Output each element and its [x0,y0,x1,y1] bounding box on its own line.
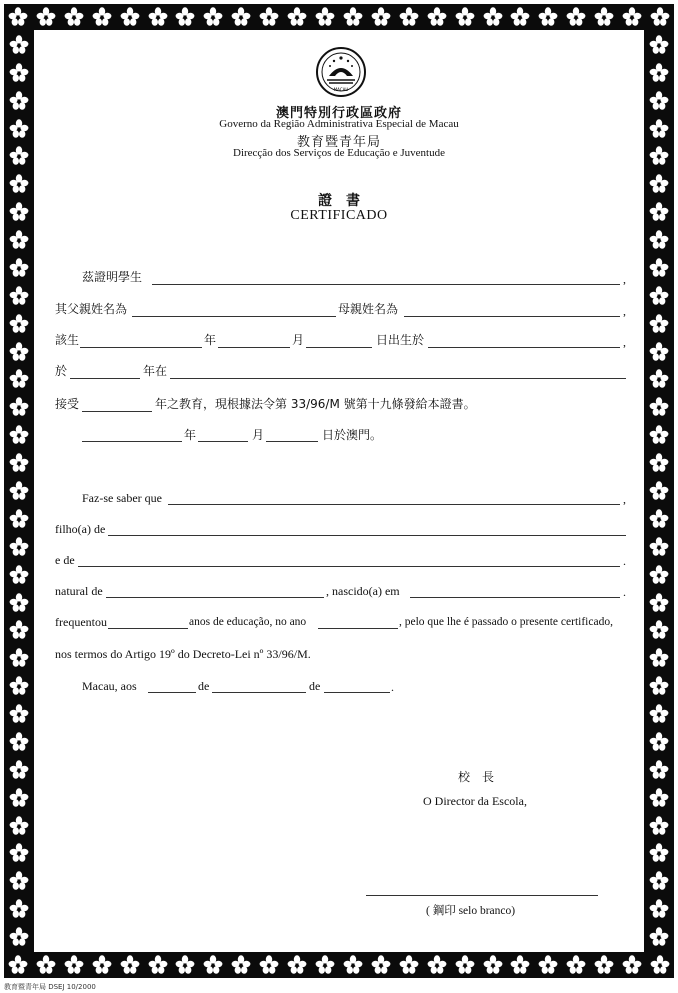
border-flower-icon [649,397,669,417]
zh-issue-month-label: 月 [252,428,265,442]
border-flower-icon [649,537,669,557]
zh-father-name-field[interactable] [132,316,336,317]
pt-de-label-2: de [309,679,321,693]
zh-issue-day-field[interactable] [266,441,318,442]
pt-e-de-label: e de [55,553,75,567]
border-flower-icon [9,704,29,724]
border-flower-icon [8,955,28,975]
border-flower-icon [649,620,669,640]
border-flower-icon [538,955,558,975]
border-flower-icon [399,955,419,975]
zh-mother-label: 母親姓名為 [338,302,399,316]
border-flower-icon [9,788,29,808]
border-flower-icon [343,955,363,975]
border-flower-icon [120,955,140,975]
zh-years-field[interactable] [82,411,152,412]
zh-birth-day-field[interactable] [306,347,372,348]
border-flower-icon [9,648,29,668]
border-flower-icon [203,955,223,975]
pt-macau-aos-label: Macau, aos [82,679,137,693]
border-flower-icon [427,955,447,975]
zh-student-label-2: 該生 [55,333,80,347]
pt-certificado-text: , pelo que lhe é passado o presente certificado, [399,616,613,628]
macau-emblem-icon [315,46,367,98]
border-flower-icon [650,7,670,27]
border-flower-icon [371,7,391,27]
border-flower-icon [649,314,669,334]
border-flower-icon [649,899,669,919]
border-flower-icon [649,648,669,668]
zh-issue-place-label: 日於澳門。 [322,428,383,442]
zh-student-name-field[interactable] [152,284,620,285]
pt-issue-year-field[interactable] [324,692,390,693]
pt-student-name-field[interactable] [168,504,620,505]
border-flower-icon [649,63,669,83]
border-flower-icon [175,7,195,27]
border-flower-icon [9,899,29,919]
zh-in-label: 於 [55,364,68,378]
border-flower-icon [9,63,29,83]
border-flower-icon [231,955,251,975]
border-flower-icon [92,955,112,975]
pt-decreto-text: nos termos do Artigo 19º do Decreto-Lei nº 33/96/M. [55,647,311,661]
border-flower-icon [483,955,503,975]
border-flower-icon [649,286,669,306]
border-flower-icon [9,620,29,640]
border-flower-icon [9,816,29,836]
border-flower-icon [649,704,669,724]
border-flower-icon [649,843,669,863]
zh-father-label: 其父親姓名為 [55,302,128,316]
border-flower-icon [649,565,669,585]
border-flower-icon [9,732,29,752]
zh-school-field[interactable] [170,378,626,379]
title-pt: CERTIFICADO [290,208,388,223]
pt-father-name-field[interactable] [108,535,626,536]
border-flower-icon [9,397,29,417]
border-flower-icon [649,481,669,501]
border-flower-icon [649,369,669,389]
border-flower-icon [649,871,669,891]
zh-mother-name-field[interactable] [404,316,620,317]
border-flower-icon [9,843,29,863]
border-flower-icon [649,593,669,613]
border-flower-icon [483,7,503,27]
border-flower-icon [649,732,669,752]
pt-birthdate-field[interactable] [410,597,620,598]
border-flower-icon [259,955,279,975]
pt-year-field[interactable] [318,628,398,629]
signature-line[interactable] [366,895,598,896]
emblem-label: MACAU [333,87,349,92]
border-flower-icon [594,7,614,27]
zh-birth-month-field[interactable] [218,347,290,348]
border-flower-icon [287,7,307,27]
border-flower-icon [259,7,279,27]
zh-issue-year-label: 年 [184,428,197,442]
border-flower-icon [36,955,56,975]
zh-student-label: 茲證明學生 [82,270,143,284]
border-flower-icon [8,7,28,27]
zh-born-in-label: 日出生於 [376,333,425,347]
principal-title-zh: 校 長 [458,770,495,784]
comma: , [623,304,626,318]
border-flower-icon [399,7,419,27]
border-flower-icon [287,955,307,975]
border-flower-icon [315,7,335,27]
border-flower-icon [9,565,29,585]
border-flower-icon [9,453,29,473]
border-flower-icon [36,7,56,27]
border-flower-icon [455,955,475,975]
pt-filho-label: filho(a) de [55,522,106,536]
border-flower-icon [649,258,669,278]
border-flower-icon [9,258,29,278]
border-flower-icon [64,955,84,975]
border-flower-icon [343,7,363,27]
border-flower-icon [649,816,669,836]
border-flower-icon [9,342,29,362]
zh-year-at-label: 年在 [143,364,168,378]
border-flower-icon [231,7,251,27]
pt-faz-saber-label: Faz-se saber que [82,491,162,505]
period: . [623,554,626,568]
border-flower-icon [649,760,669,780]
period: . [623,585,626,599]
seal-label: ( 鋼印 selo branco) [426,905,516,917]
border-flower-icon [649,676,669,696]
border-flower-icon [64,7,84,27]
border-flower-icon [315,955,335,975]
border-flower-icon [9,230,29,250]
border-flower-icon [9,593,29,613]
border-flower-icon [594,955,614,975]
border-flower-icon [9,481,29,501]
pt-issue-day-field[interactable] [148,692,196,693]
border-flower-icon [649,230,669,250]
border-flower-icon [566,7,586,27]
zh-issue-year-field[interactable] [82,441,182,442]
border-flower-icon [175,955,195,975]
border-flower-icon [9,509,29,529]
border-flower-icon [649,509,669,529]
zh-decree-text: 年之教育，現根據法令第 33/96/M 號第十九條發給本證書。 [155,397,476,411]
border-flower-icon [9,314,29,334]
border-flower-icon [566,955,586,975]
department-name-pt: Direcção dos Serviços de Educação e Juventude [233,147,445,159]
title-zh: 證 書 [318,193,360,209]
zh-month-label: 月 [292,333,305,347]
pt-anos-label: anos de educação, no ano [189,616,307,628]
pt-de-label: de [198,679,210,693]
department-name-zh: 教育暨青年局 [296,135,381,150]
border-flower-icon [649,342,669,362]
border-flower-icon [427,7,447,27]
form-code: 教育暨青年局 DSEJ 10/2000 [4,983,96,991]
border-flower-icon [622,955,642,975]
zh-receive-label: 接受 [55,397,80,411]
border-flower-icon [9,537,29,557]
pt-issue-month-field[interactable] [212,692,306,693]
border-flower-icon [148,7,168,27]
pt-years-field[interactable] [108,628,188,629]
border-flower-icon [455,7,475,27]
border-flower-icon [649,425,669,445]
principal-title-pt: O Director da Escola, [423,794,527,808]
government-name-pt: Governo da Região Administrativa Especial de Macau [219,118,459,130]
comma: , [623,492,626,506]
border-flower-icon [650,955,670,975]
pt-nascido-label: , nascido(a) em [326,584,400,598]
comma: , [623,335,626,349]
zh-birthplace-field[interactable] [428,347,620,348]
zh-year-label: 年 [204,333,217,347]
border-flower-icon [649,35,669,55]
government-name-zh: 澳門特別行政區政府 [275,106,402,121]
pt-birthplace-field[interactable] [106,597,324,598]
border-flower-icon [92,7,112,27]
border-flower-icon [9,871,29,891]
border-flower-icon [371,955,391,975]
border-flower-icon [622,7,642,27]
zh-issue-month-field[interactable] [198,441,248,442]
border-flower-icon [9,369,29,389]
border-flower-icon [9,425,29,445]
period: . [391,680,394,694]
border-flower-icon [203,7,223,27]
border-flower-icon [510,955,530,975]
border-flower-icon [120,7,140,27]
zh-birth-year-field[interactable] [80,347,202,348]
border-flower-icon [649,927,669,947]
border-flower-icon [510,7,530,27]
border-flower-icon [9,676,29,696]
pt-frequentou-label: frequentou [55,615,107,629]
border-flower-icon [9,760,29,780]
border-flower-icon [649,788,669,808]
border-flower-icon [9,927,29,947]
zh-study-year-field[interactable] [70,378,140,379]
border-flower-icon [9,35,29,55]
border-flower-icon [649,453,669,473]
border-flower-icon [9,286,29,306]
comma: , [623,272,626,286]
border-flower-icon [148,955,168,975]
border-flower-icon [538,7,558,27]
pt-natural-label: natural de [55,584,103,598]
pt-mother-name-field[interactable] [78,566,620,567]
